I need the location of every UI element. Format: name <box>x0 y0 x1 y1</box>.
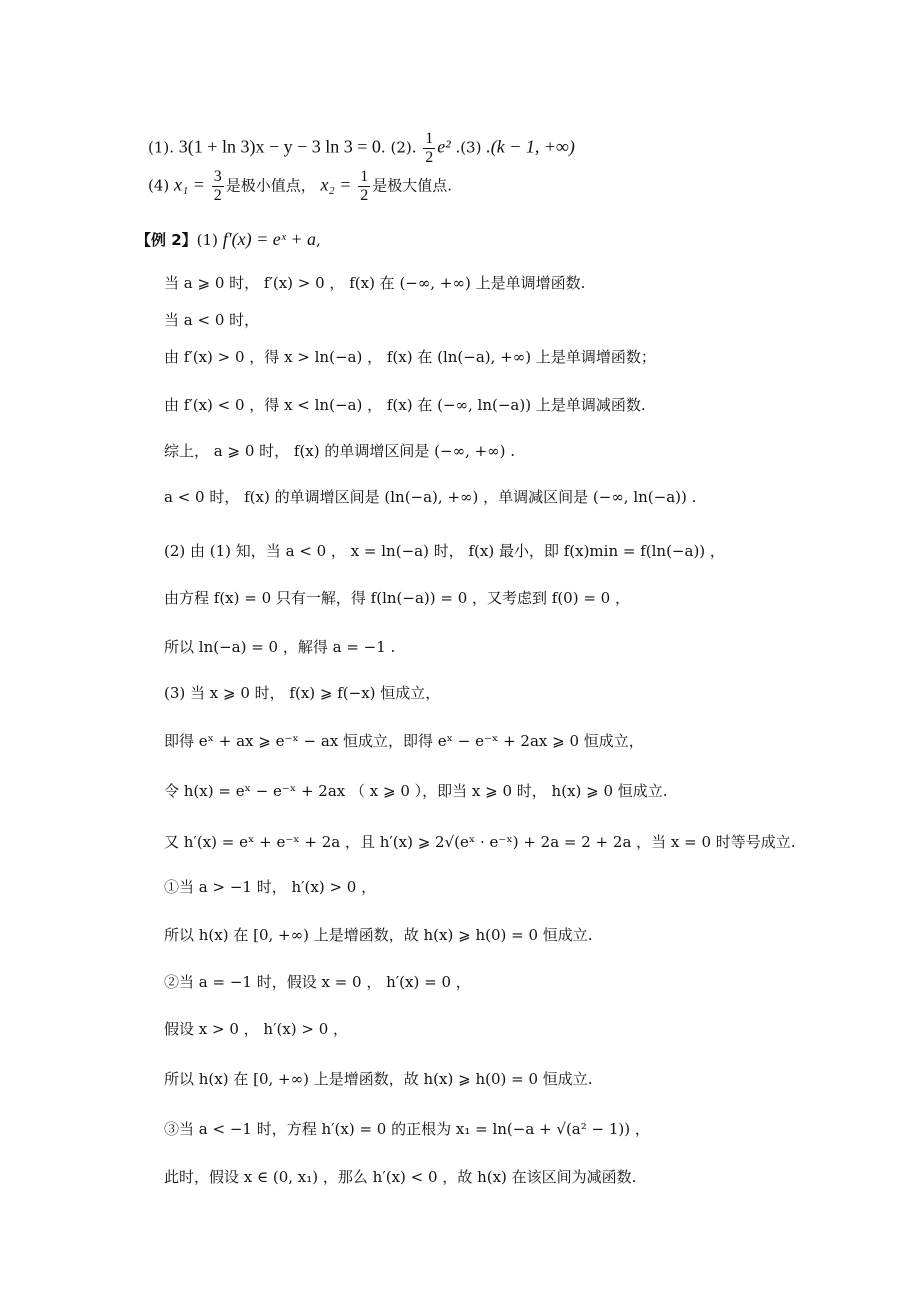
body-line: 由 f′(x) < 0 ，得 x < ln(−a) ， f(x) 在 (−∞, ln(−a)) 上是单调减函数. <box>164 396 646 414</box>
body-line: 所以 ln(−a) = 0 ，解得 a = −1 . <box>164 638 396 656</box>
body-line: (3) 当 x ⩾ 0 时， f(x) ⩾ f(−x) 恒成立， <box>164 684 441 702</box>
example-label: 【例 2】 <box>136 231 197 249</box>
part4-label: (4) <box>148 176 170 195</box>
minimum-point-text: 是极小值点， <box>225 176 316 195</box>
body-line: 由 f′(x) > 0 ，得 x > ln(−a) ， f(x) 在 (ln(−a), +∞) 上是单调增函数； <box>164 348 656 366</box>
x1-fraction <box>212 168 224 205</box>
body-line: 又 h′(x) = eˣ + e⁻ˣ + 2a ，且 h′(x) ⩾ 2√(eˣ · e⁻ˣ) + 2a = 2 + 2a ，当 x = 0 时等号成立. <box>164 833 796 851</box>
part2-exponential: e² <box>437 136 451 157</box>
part2-label: (2). <box>390 138 417 157</box>
fraction-numerator: 1 <box>360 168 369 185</box>
x2-label: x₂ = <box>320 174 352 195</box>
part1-label: (1). <box>148 138 175 157</box>
part1-equation: 3(1 + ln 3)x − y − 3 ln 3 = 0 <box>178 136 381 157</box>
body-line: 当 a < 0 时， <box>164 311 260 329</box>
x1-label: x₁ = <box>174 174 205 195</box>
fraction-denominator: 2 <box>360 187 369 204</box>
part2-fraction <box>423 130 435 167</box>
part3-interval: .(k − 1, +∞) <box>486 136 575 157</box>
fraction-denominator: 2 <box>213 187 222 204</box>
body-line: 所以 h(x) 在 [0, +∞) 上是增函数，故 h(x) ⩾ h(0) = 0 恒成立. <box>164 1070 593 1088</box>
body-line: 假设 x > 0 ， h′(x) > 0 ， <box>164 1020 349 1038</box>
example-part-label: (1) <box>196 231 218 249</box>
body-line: 此时，假设 x ∈ (0, x₁) ，那么 h′(x) < 0 ，故 h(x) 在该区间为减函数. <box>164 1168 637 1186</box>
body-line: 令 h(x) = eˣ − e⁻ˣ + 2ax （ x ⩾ 0 ），即当 x ⩾ 0 时， h(x) ⩾ 0 恒成立. <box>164 782 668 800</box>
body-line: 即得 eˣ + ax ⩾ e⁻ˣ − ax 恒成立，即得 eˣ − e⁻ˣ + 2ax ⩾ 0 恒成立， <box>164 732 644 750</box>
example-header <box>136 228 321 251</box>
body-line: ③当 a < −1 时，方程 h′(x) = 0 的正根为 x₁ = ln(−a + √(a² − 1)) ， <box>164 1120 650 1138</box>
body-line: a < 0 时， f(x) 的单调增区间是 (ln(−a), +∞) ，单调减区间是 (−∞, ln(−a)) . <box>164 488 697 506</box>
x2-fraction <box>358 168 370 205</box>
body-line: 当 a ⩾ 0 时， f′(x) > 0 ， f(x) 在 (−∞, +∞) 上是单调增函数. <box>164 274 586 292</box>
maximum-point-text: 是极大值点. <box>372 176 452 195</box>
body-line: 综上， a ⩾ 0 时， f(x) 的单调增区间是 (−∞, +∞) . <box>164 442 516 460</box>
fraction-numerator: 3 <box>213 168 222 185</box>
body-line: (2) 由 (1) 知，当 a < 0 ， x = ln(−a) 时， f(x) 最小，即 f(x)min = f(ln(−a)) ， <box>164 542 725 560</box>
derivative-tail: , <box>315 231 321 249</box>
answers-line-1 <box>148 130 575 167</box>
body-line: 所以 h(x) 在 [0, +∞) 上是增函数，故 h(x) ⩾ h(0) = 0 恒成立. <box>164 926 593 944</box>
part3-label: .(3) <box>455 138 482 157</box>
body-line: ②当 a = −1 时，假设 x = 0 ， h′(x) = 0 ， <box>164 973 471 991</box>
body-line: ①当 a > −1 时， h′(x) > 0 ， <box>164 878 377 896</box>
fraction-numerator: 1 <box>425 130 434 147</box>
derivative-expression: f′(x) = eˣ + a <box>222 229 316 249</box>
body-line: 由方程 f(x) = 0 只有一解，得 f(ln(−a)) = 0 ，又考虑到 f(0) = 0 ， <box>164 589 630 607</box>
answers-line-2 <box>148 168 452 205</box>
fraction-denominator: 2 <box>425 149 434 166</box>
separator: . <box>380 138 386 157</box>
